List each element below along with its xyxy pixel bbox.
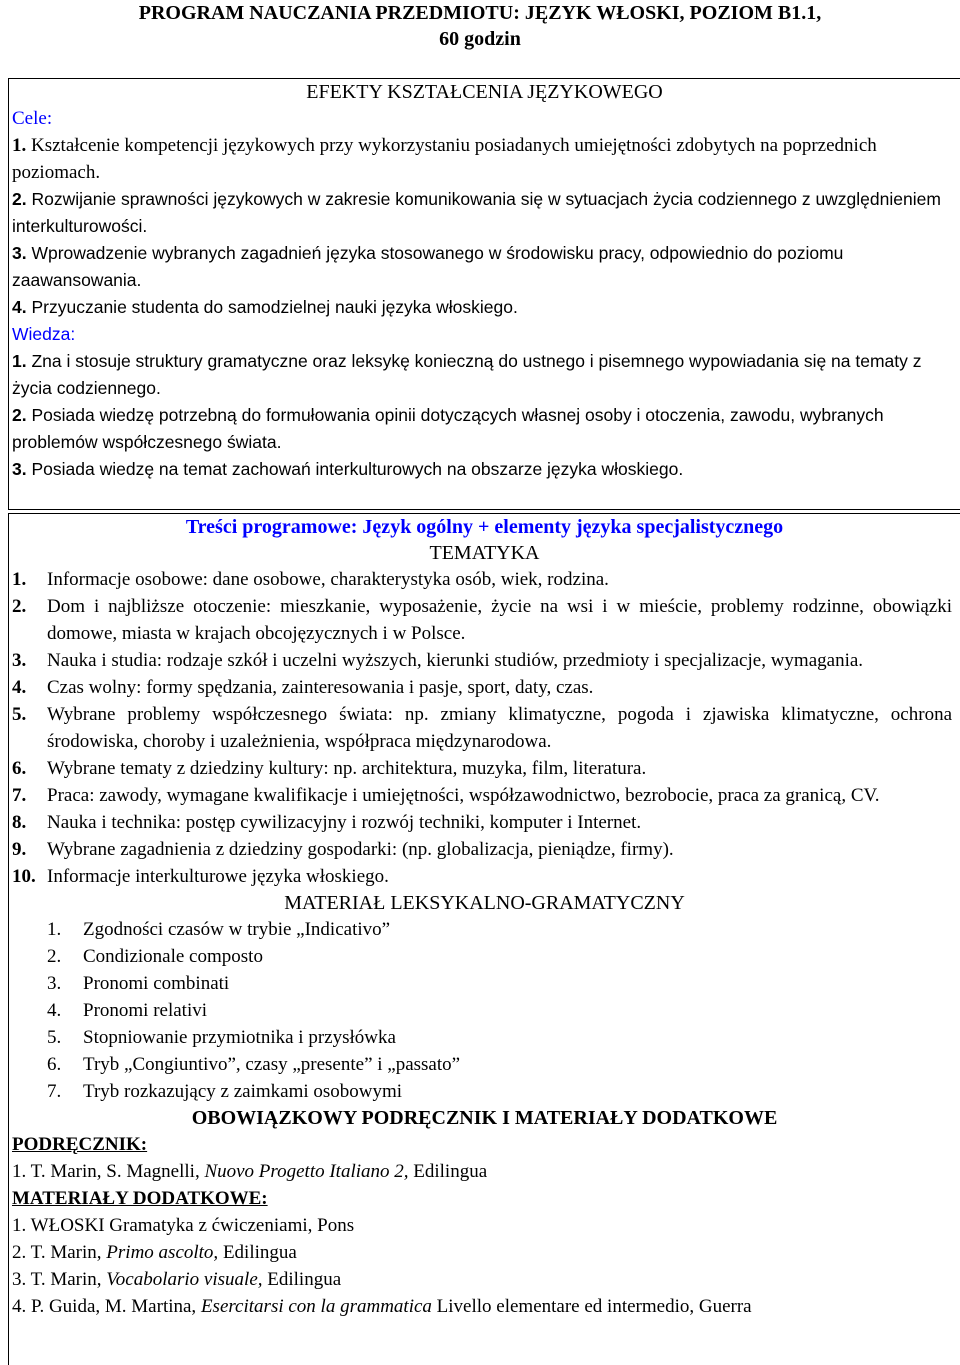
materialy-label: MATERIAŁY DODATKOWE: (12, 1188, 268, 1209)
grammar-item: 3. Pronomi combinati (47, 973, 230, 994)
program-content-box (8, 513, 960, 1365)
wiedza-item: 1. Zna i stosuje struktury gramatyczne oraz leksykę konieczną do ustnego i pisemnego wypowiadania się na tematy z życia codziennego. (12, 351, 922, 398)
cele-label: Cele: (12, 108, 53, 129)
grammar-item: 7. Tryb rozkazujący z zaimkami osobowymi (47, 1081, 403, 1102)
learning-outcomes-box (8, 78, 960, 510)
wiedza-item: 2. Posiada wiedzę potrzebną do formułowania opinii dotyczących własnej osoby i otoczenia, zawodu, wybranych problemów współczesnego świata. (12, 405, 884, 452)
materialy-item: 1. WŁOSKI Gramatyka z ćwiczeniami, Pons (12, 1215, 355, 1236)
grammar-item: 1. Zgodności czasów w trybie „Indicativo” (47, 919, 391, 940)
cele-item: 3. Wprowadzenie wybranych zagadnień języka stosowanego w środowisku pracy, odpowiednio do poziomu zaawansowania. (12, 243, 844, 290)
wiedza-item: 3. Posiada wiedzę na temat zachowań interkulturowych na obszarze języka włoskiego. (12, 459, 684, 479)
podrecznik-label: PODRĘCZNIK: (12, 1134, 148, 1155)
grammar-item: 4. Pronomi relativi (47, 1000, 208, 1021)
grammar-item: 5. Stopniowanie przymiotnika i przysłówka (47, 1027, 396, 1048)
topic-item: 4. Czas wolny: formy spędzania, zainteresowania i pasje, sport, daty, czas. (12, 677, 594, 698)
topic-item: 10. Informacje interkulturowe języka włoskiego. (12, 866, 389, 887)
podrecznik-item: 1. T. Marin, S. Magnelli, Nuovo Progetto Italiano 2, Edilingua (12, 1161, 488, 1182)
cele-item: 2. Rozwijanie sprawności językowych w zakresie komunikowania się w sytuacjach życia codziennego z uwzględnieniem interkulturowości. (12, 189, 941, 236)
cele-item: 1. Kształcenie kompetencji językowych przy wykorzystaniu posiadanych umiejętności zdobytych na poprzednich poziomach. (12, 135, 877, 183)
topic-item: 3. Nauka i studia: rodzaje szkół i uczelni wyższych, kierunki studiów, przedmioty i specjalizacje, wymagania. (12, 650, 864, 671)
document-subtitle: 60 godzin (439, 28, 521, 50)
topic-item: 8. Nauka i technika: postęp cywilizacyjny i rozwój techniki, komputer i Internet. (12, 812, 642, 833)
cele-list (12, 132, 956, 321)
grammar-item: 6. Tryb „Congiuntivo”, czasy „presente” i „passato” (47, 1054, 461, 1075)
topic-item: 6. Wybrane tematy z dziedziny kultury: np. architektura, muzyka, film, literatura. (12, 758, 647, 779)
grammar-list (9, 916, 960, 1105)
cele-item: 4. Przyuczanie studenta do samodzielnej nauki języka włoskiego. (12, 297, 518, 317)
topic-item: 1. Informacje osobowe: dane osobowe, charakterystyka osób, wiek, rodzina. (12, 569, 609, 590)
learning-outcomes-heading: EFEKTY KSZTAŁCENIA JĘZYKOWEGO (306, 81, 663, 103)
topic-item: 5. Wybrane problemy współczesnego świata: np. zmiany klimatyczne, pogoda i zjawiska klimatyczne, ochrona środowiska, choroby i uzależnienia, współpraca międzynarodowa. (12, 704, 952, 752)
document-title: PROGRAM NAUCZANIA PRZEDMIOTU: JĘZYK WŁOSKI, POZIOM B1.1, (138, 2, 822, 24)
material-heading: MATERIAŁ LEKSYKALNO-GRAMATYCZNY (284, 892, 685, 914)
materialy-item: 2. T. Marin, Primo ascolto, Edilingua (12, 1242, 297, 1263)
wiedza-list (12, 348, 956, 483)
topics-list (9, 566, 960, 890)
topic-item: 9. Wybrane zagadnienia z dziedziny gospodarki: (np. globalizacja, pieniądze, firmy). (12, 839, 674, 860)
program-content-heading: Treści programowe: Język ogólny + elementy języka specjalistycznego (185, 516, 784, 538)
materialy-item: 3. T. Marin, Vocabolario visuale, Edilingua (12, 1269, 342, 1290)
materialy-item: 4. P. Guida, M. Martina, Esercitarsi con la grammatica Livello elementare ed intermedio, Guerra (12, 1296, 752, 1317)
grammar-item: 2. Condizionale composto (47, 946, 263, 967)
topic-item: 7. Praca: zawody, wymagane kwalifikacje i umiejętności, współzawodnictwo, bezrobocie, praca za granicą, CV. (12, 785, 880, 806)
textbooks-heading: OBOWIĄZKOWY PODRĘCZNIK I MATERIAŁY DODATKOWE (191, 1107, 778, 1129)
wiedza-label: Wiedza: (12, 324, 76, 344)
topic-item: 2. Dom i najbliższe otoczenie: mieszkanie, wyposażenie, życie na wsi i w mieście, problemy rodzinne, obowiązki domowe, miasta w krajach obcojęzycznych i w Polsce. (12, 596, 952, 644)
tematyka-heading: TEMATYKA (429, 542, 540, 564)
